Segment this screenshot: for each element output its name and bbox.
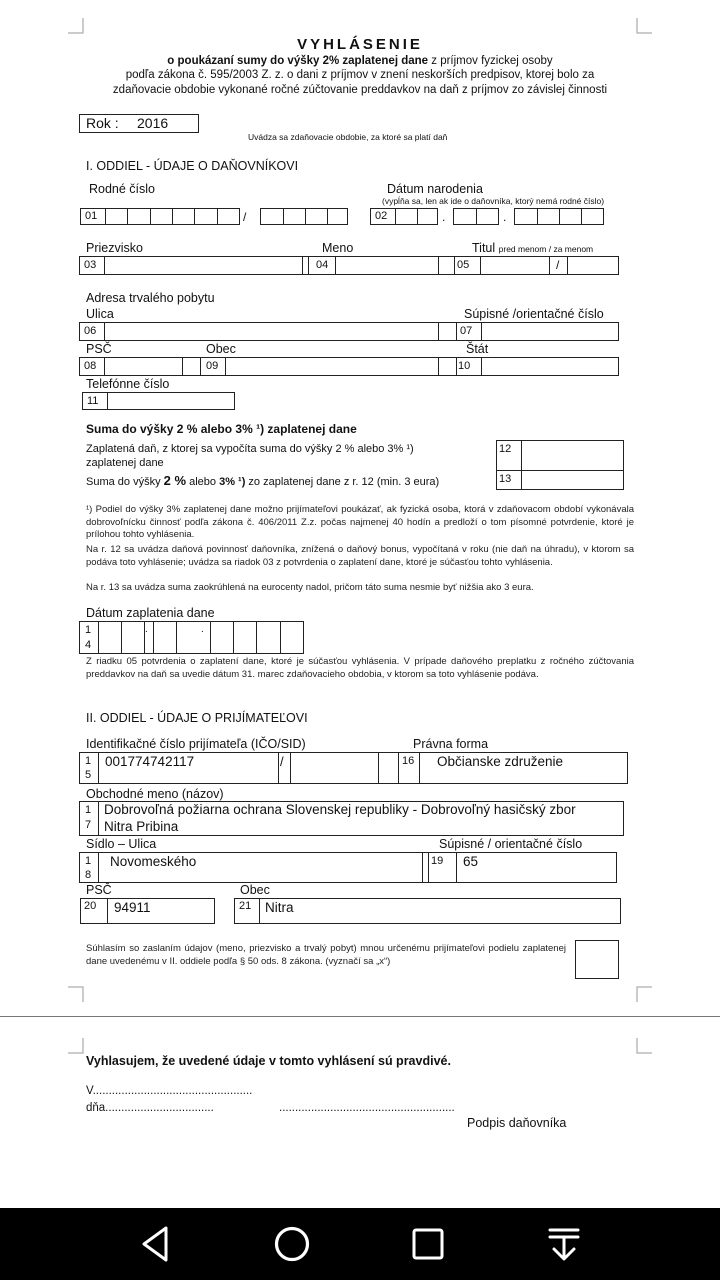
surname-label: Priezvisko bbox=[86, 241, 143, 255]
psc-label: PSČ bbox=[86, 342, 112, 356]
document-title: VYHLÁSENIE bbox=[297, 36, 423, 53]
place-field[interactable]: V.................................................. bbox=[86, 1085, 253, 1097]
download-icon bbox=[546, 1224, 582, 1264]
dot-separator: . bbox=[201, 624, 204, 635]
city2-input[interactable] bbox=[234, 898, 621, 924]
field-number-14a: 1 bbox=[85, 624, 92, 636]
sum-box bbox=[496, 440, 624, 490]
row13-e: zo zaplatenej dane z r. 12 (min. 3 eura) bbox=[245, 476, 440, 488]
dot-separator: . bbox=[442, 210, 446, 224]
crop-mark bbox=[68, 986, 84, 1002]
field-number-09: 09 bbox=[206, 360, 219, 372]
house-number-value: 65 bbox=[463, 854, 479, 869]
street-value: Novomeského bbox=[110, 854, 197, 869]
address-label: Adresa trvalého pobytu bbox=[86, 291, 215, 305]
subtitle bbox=[0, 55, 720, 67]
subtitle-rest: z príjmov fyzickej osoby bbox=[428, 55, 553, 67]
section2-title: II. ODDIEL - ÚDAJE O PRIJÍMATEĽOVI bbox=[86, 711, 308, 725]
footnote-p1: ¹) Podiel do výšky 3% zaplatenej dane možno prijímateľovi poukázať, ak fyzická osoba, ktorá v zdaňovacom období vykonávala dobrovoľnícku činnosť podľa zákona č. 406/2011 Z.z. počas najmenej 40 hodín a predloží o tom písomné potvrdenie, ktoré je prílohou tohto vyhlásenia. bbox=[86, 504, 634, 540]
city2-label: Obec bbox=[240, 883, 270, 897]
field-number-06: 06 bbox=[84, 325, 97, 337]
field-number-03: 03 bbox=[84, 259, 97, 271]
seat-street-label: Sídlo – Ulica bbox=[86, 837, 157, 851]
footnote-p2: Na r. 12 sa uvádza daňová povinnosť daňovníka, znížená o daňový bonus, vypočítaná v roku (nie daň na úhradu), v ktorom sa podáva toto vyhlásenie; uvádza sa riadok 03 z potvrdenia o zaplatení dane, ktoré je súčasťou tohto vyhlásenia. bbox=[86, 544, 634, 568]
field-number-15b: 5 bbox=[85, 769, 92, 781]
recipient-id-input[interactable] bbox=[99, 753, 277, 783]
dot-separator: . bbox=[145, 624, 148, 635]
psc-input[interactable] bbox=[105, 358, 181, 375]
footnote-p3: Na r. 13 sa uvádza suma zaokrúhlená na eurocenty nadol, pričom táto suma nesmie byť nižšia ako 3 eura. bbox=[86, 582, 534, 593]
field-number-17b: 7 bbox=[85, 819, 92, 831]
signature-label: Podpis daňovníka bbox=[467, 1116, 567, 1130]
section1-title: I. ODDIEL - ÚDAJE O DAŇOVNÍKOVI bbox=[86, 159, 299, 173]
sum-amount-input[interactable] bbox=[522, 471, 623, 489]
street-label: Ulica bbox=[86, 307, 114, 321]
birth-date-day[interactable] bbox=[370, 208, 438, 225]
phone-label: Telefónne číslo bbox=[86, 377, 170, 391]
field-number-05: 05 bbox=[457, 259, 470, 271]
field-number-21: 21 bbox=[239, 900, 252, 912]
crop-mark bbox=[68, 18, 84, 34]
field-number-10: 10 bbox=[458, 360, 471, 372]
year-value: 2016 bbox=[137, 115, 169, 131]
crop-mark bbox=[68, 1038, 84, 1054]
consent-checkbox[interactable] bbox=[575, 940, 619, 979]
payment-date-label: Dátum zaplatenia dane bbox=[86, 606, 215, 620]
declaration-text: Vyhlasujem, že uvedené údaje v tomto vyhlásení sú pravdivé. bbox=[86, 1054, 451, 1068]
phone-input[interactable] bbox=[82, 392, 235, 410]
recipient-id-value: 001774742117 bbox=[105, 754, 195, 769]
field-number-14b: 4 bbox=[85, 639, 92, 651]
slash-separator: / bbox=[243, 210, 247, 224]
field-number-04: 04 bbox=[316, 259, 329, 271]
payment-date-note: Z riadku 05 potvrdenia o zaplatení dane, ktoré je súčasťou vyhlásenia. V prípade daňového preplatku z ročného zúčtovania preddavkov na daň sa uvedie dátum 31. marec zdaňovacieho obdobia, v ktorom sa toto vyhlásenie podáva. bbox=[86, 656, 634, 680]
signature-field[interactable]: ....................................................... bbox=[279, 1102, 455, 1114]
dot-separator: . bbox=[503, 210, 507, 224]
street-input[interactable] bbox=[105, 323, 437, 340]
legal-form-value: Občianske združenie bbox=[437, 754, 564, 769]
business-name-line2: Nitra Pribina bbox=[104, 819, 179, 834]
year-label: Rok : bbox=[86, 115, 119, 131]
back-icon bbox=[138, 1224, 174, 1264]
title-label-text: Titul bbox=[472, 241, 496, 255]
city-value: Nitra bbox=[265, 900, 294, 915]
field-number-01: 01 bbox=[85, 210, 98, 222]
subtitle-line3: zdaňovacie obdobie vykonané ročné zúčtovanie preddavkov na daň z príjmov zo závislej činnosti bbox=[112, 84, 608, 96]
id-label: Identifikačné číslo prijímateľa (IČO/SID) bbox=[86, 737, 306, 751]
field-number-16: 16 bbox=[402, 755, 415, 767]
birth-date-year[interactable] bbox=[514, 208, 604, 225]
consent-text: Súhlasím so zaslaním údajov (meno, priezvisko a trvalý pobyt) mnou určenému prijímateľovi podielu zaplatenej dane uvedenému v II. oddiele podľa § 50 ods. 8 zákona. (vyznačí sa „x“) bbox=[86, 943, 566, 967]
field-number-17a: 1 bbox=[85, 804, 92, 816]
field-number-02: 02 bbox=[375, 210, 388, 222]
field-number-11: 11 bbox=[87, 395, 99, 407]
row13-text bbox=[86, 473, 439, 488]
row12-text-2: zaplatenej dane bbox=[86, 457, 164, 469]
name-row bbox=[79, 256, 619, 275]
business-name-label: Obchodné meno (názov) bbox=[86, 787, 224, 801]
field-number-13: 13 bbox=[499, 473, 512, 485]
field-number-18a: 1 bbox=[85, 855, 92, 867]
field-number-15a: 1 bbox=[85, 755, 92, 767]
legal-form-input[interactable] bbox=[420, 753, 627, 783]
business-name-row bbox=[79, 801, 624, 836]
recents-icon bbox=[410, 1226, 446, 1262]
state-input[interactable] bbox=[482, 358, 618, 375]
house-number2-label: Súpisné / orientačné číslo bbox=[439, 837, 583, 851]
state-label: Štát bbox=[466, 342, 489, 356]
row12-text: Zaplatená daň, z ktorej sa vypočíta suma do výšky 2 % alebo 3% ¹) bbox=[86, 443, 414, 455]
city-label: Obec bbox=[206, 342, 236, 356]
year-note: Uvádza sa zdaňovacie obdobie, za ktoré sa platí daň bbox=[248, 132, 448, 142]
slash-separator: / bbox=[280, 754, 284, 769]
subtitle-bold: o poukázaní sumy do výšky 2% zaplatenej dane bbox=[167, 55, 429, 67]
field-number-19: 19 bbox=[431, 855, 444, 867]
seat-street-input[interactable] bbox=[99, 853, 421, 882]
field-number-07: 07 bbox=[460, 325, 473, 337]
page-separator bbox=[0, 1016, 720, 1017]
recents-button[interactable] bbox=[404, 1222, 452, 1266]
field-number-12: 12 bbox=[499, 443, 512, 455]
recipient-id-row bbox=[79, 752, 628, 784]
psc2-input[interactable] bbox=[80, 898, 215, 924]
birth-number-field-part1[interactable] bbox=[80, 208, 240, 225]
legal-form-label: Právna forma bbox=[413, 737, 489, 751]
house-number-label: Súpisné /orientačné číslo bbox=[464, 307, 604, 321]
crop-mark bbox=[636, 1038, 652, 1054]
year-field[interactable] bbox=[79, 114, 199, 133]
row13-a: Suma do výšky bbox=[86, 476, 164, 488]
business-name-line1: Dobrovoľná požiarna ochrana Slovenskej republiky - Dobrovoľný hasičský zbor bbox=[104, 802, 576, 817]
birth-date-note: (vypĺňa sa, len ak ide o daňovníka, ktorý nemá rodné číslo) bbox=[382, 196, 605, 206]
home-icon bbox=[272, 1224, 312, 1264]
birth-date-label: Dátum narodenia bbox=[387, 182, 483, 196]
field-number-20: 20 bbox=[84, 900, 97, 912]
field-number-18b: 8 bbox=[85, 869, 92, 881]
slash-separator: / bbox=[556, 258, 560, 272]
surname-input[interactable] bbox=[105, 257, 301, 274]
psc2-label: PSČ bbox=[86, 883, 112, 897]
first-name-input[interactable] bbox=[336, 257, 436, 274]
home-button[interactable] bbox=[268, 1222, 316, 1266]
crop-mark bbox=[636, 986, 652, 1002]
tax-paid-input[interactable] bbox=[522, 441, 623, 469]
payment-date-input[interactable] bbox=[79, 621, 304, 654]
name-label: Meno bbox=[322, 241, 354, 255]
house-number-input[interactable] bbox=[482, 323, 618, 340]
title-label bbox=[472, 241, 593, 255]
row13-d: 3% ¹) bbox=[219, 476, 246, 488]
download-button[interactable] bbox=[540, 1222, 588, 1266]
navigation-bar bbox=[0, 1208, 720, 1280]
back-button[interactable] bbox=[132, 1222, 180, 1266]
row13-b: 2 % bbox=[163, 473, 187, 488]
subtitle-line2: podľa zákona č. 595/2003 Z. z. o dani z príjmov v znení neskorších predpisov, ktorej bolo za bbox=[125, 69, 595, 81]
city-row bbox=[79, 357, 619, 376]
title-note: pred menom / za menom bbox=[498, 244, 594, 254]
field-number-08: 08 bbox=[84, 360, 97, 372]
birth-number-field-part2[interactable] bbox=[260, 208, 348, 225]
crop-mark bbox=[636, 18, 652, 34]
city-input[interactable] bbox=[226, 358, 437, 375]
birth-date-month[interactable] bbox=[453, 208, 499, 225]
business-name-input[interactable] bbox=[99, 802, 623, 835]
psc-value: 94911 bbox=[114, 900, 151, 915]
house-number2-input[interactable] bbox=[457, 853, 616, 882]
birth-number-label: Rodné číslo bbox=[89, 182, 156, 196]
sum-section-title: Suma do výšky 2 % alebo 3% ¹) zaplatenej dane bbox=[86, 422, 357, 436]
row13-c: alebo bbox=[186, 476, 220, 488]
street-row bbox=[79, 322, 619, 341]
date-field[interactable]: dňa.................................. bbox=[86, 1102, 214, 1114]
seat-row bbox=[79, 852, 617, 883]
